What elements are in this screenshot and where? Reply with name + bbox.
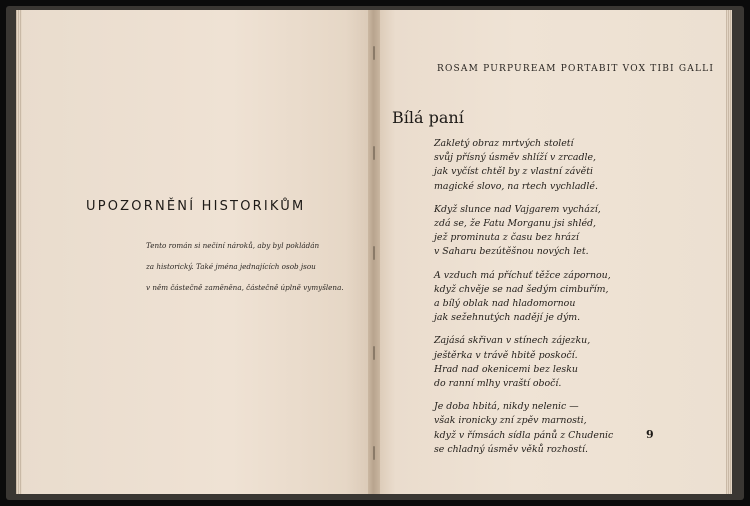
poem-body xyxy=(434,137,674,466)
page-number: 9 xyxy=(646,428,654,441)
binding-stitch xyxy=(373,246,375,260)
poem-line: Když slunce nad Vajgarem vychází, xyxy=(434,203,601,215)
poem-stanza xyxy=(434,203,674,260)
poem-line: jak vyčíst chtěl by z vlastní závěti xyxy=(434,166,593,178)
poem-line: magické slovo, na rtech vychladlé. xyxy=(434,180,598,192)
poem-line: do ranní mlhy vraští obočí. xyxy=(434,378,562,390)
poem-line: Zajásá skřivan v stínech zájezku, xyxy=(434,335,591,347)
poem-title: Bílá paní xyxy=(392,108,464,127)
poem-line: když v římsách sídla pánů z Chudenic xyxy=(434,429,614,441)
binding-stitch xyxy=(373,146,375,160)
page-motto: ROSAM PURPUREAM PORTABIT VOX TIBI GALLI xyxy=(437,64,715,74)
notice-line: v něm částečně zaměněna, částečně úplně vymyšlena. xyxy=(146,283,344,292)
poem-line: A vzduch má příchuť těžce zápornou, xyxy=(434,269,611,281)
notice-text xyxy=(146,235,344,298)
binding-stitch xyxy=(373,446,375,460)
poem-stanza xyxy=(434,400,674,457)
notice-heading: UPOZORNĚNÍ HISTORIKŮM xyxy=(86,199,306,214)
poem-line: jež prominuta z času bez hrází xyxy=(434,232,579,244)
poem-stanza xyxy=(434,269,674,326)
poem-stanza xyxy=(434,137,674,194)
poem-line: a bílý oblak nad hladomornou xyxy=(434,298,576,310)
poem-line: Zakletý obraz mrtvých století xyxy=(434,138,574,149)
poem-line: v Saharu bezútěšnou nových let. xyxy=(434,246,589,258)
poem-line: Je doba hbitá, nikdy nelenic — xyxy=(434,401,579,413)
binding-stitch xyxy=(373,46,375,60)
notice-line: za historický. Také jména jednajících osob jsou xyxy=(146,262,316,271)
poem-line: ještěrka v trávě hbitě poskočí. xyxy=(434,349,578,361)
poem-line: jak sežehnutých nadějí je dým. xyxy=(434,312,581,324)
poem-line: svůj přísný úsměv shlíží v zrcadle, xyxy=(434,152,597,164)
poem-line: zdá se, že Fatu Morganu jsi shléd, xyxy=(434,218,596,230)
right-page-edge xyxy=(726,10,732,494)
notice-line: Tento román si nečiní nároků, aby byl pokládán xyxy=(146,241,320,250)
poem-line: Hrad nad okenicemi bez lesku xyxy=(434,363,578,375)
poem-line: když chvěje se nad šedým cimbuřím, xyxy=(434,283,609,295)
poem-stanza xyxy=(434,334,674,391)
binding-stitch xyxy=(373,346,375,360)
left-page-edge xyxy=(16,10,22,494)
poem-line: však ironicky zní zpěv marnosti, xyxy=(434,415,587,427)
poem-line: se chladný úsměv věků rozhostí. xyxy=(434,443,588,455)
